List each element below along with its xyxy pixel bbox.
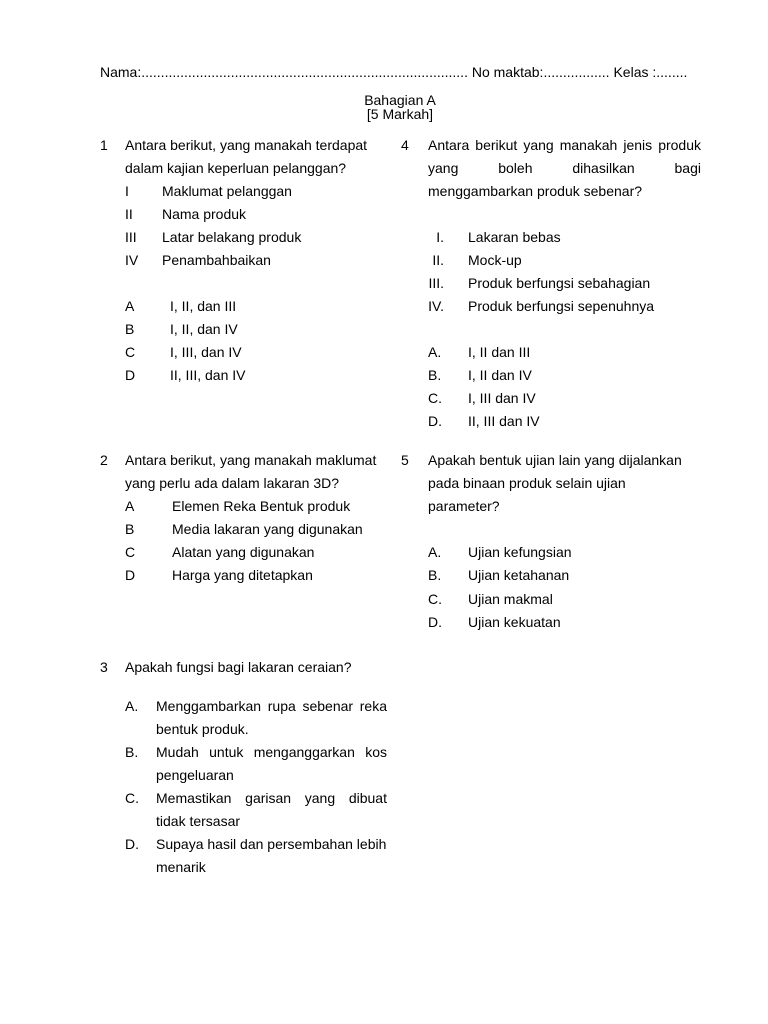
question-text: yang perlu ada dalam lakaran 3D? (125, 475, 340, 491)
option-text[interactable]: Harga yang ditetapkan (172, 567, 313, 583)
question-text: pada binaan produk selain ujian (428, 475, 626, 491)
option-letter[interactable]: A (125, 498, 135, 514)
option-letter[interactable]: B. (428, 367, 442, 383)
option-letter[interactable]: C. (428, 591, 442, 607)
option-letter[interactable]: B (125, 321, 135, 337)
option-letter[interactable]: A. (428, 344, 442, 360)
option-text-cont[interactable]: bentuk produk. (156, 721, 249, 737)
question-text: Antara berikut, yang manakah maklumat (125, 452, 377, 468)
option-text[interactable]: Ujian ketahanan (468, 567, 570, 583)
roman-numeral: III (125, 229, 137, 245)
option-letter[interactable]: B. (125, 744, 139, 760)
question-number: 1 (100, 137, 108, 153)
question-text: yang boleh dihasilkan bagi (428, 160, 701, 176)
roman-numeral: IV. (428, 298, 444, 314)
option-letter[interactable]: B (125, 521, 135, 537)
option-letter[interactable]: D. (428, 614, 442, 630)
option-letter[interactable]: C (125, 344, 136, 360)
option-text-cont[interactable]: pengeluaran (156, 767, 234, 783)
option-letter[interactable]: A (125, 298, 135, 314)
roman-item: Produk berfungsi sebahagian (468, 275, 651, 291)
question-text: parameter? (428, 498, 500, 514)
roman-numeral: II (125, 206, 133, 222)
option-text[interactable]: Alatan yang digunakan (172, 544, 315, 560)
option-text[interactable]: I, II dan IV (468, 367, 532, 383)
roman-item: Mock-up (468, 252, 522, 268)
option-letter[interactable]: C (125, 544, 136, 560)
name-line: Nama:.................................................................................... No maktab:................. Kelas :........ (100, 64, 688, 80)
option-text[interactable]: Mudah untuk menganggarkan kos (156, 744, 387, 760)
option-letter[interactable]: A. (125, 698, 139, 714)
question-text: Antara berikut yang manakah jenis produk (428, 137, 701, 153)
roman-item: Maklumat pelanggan (162, 183, 292, 199)
section-title: Bahagian A (364, 92, 436, 108)
roman-numeral: I. (436, 229, 444, 245)
option-text[interactable]: I, II, dan IV (170, 321, 238, 337)
roman-item: Produk berfungsi sepenuhnya (468, 298, 655, 314)
option-letter[interactable]: A. (428, 544, 442, 560)
question-text: Apakah bentuk ujian lain yang dijalankan (428, 452, 682, 468)
option-text[interactable]: Memastikan garisan yang dibuat (156, 790, 387, 806)
question-number: 4 (401, 137, 409, 153)
option-text[interactable]: I, II, dan III (170, 298, 237, 314)
roman-numeral: I (125, 183, 129, 199)
option-text[interactable]: II, III dan IV (468, 413, 540, 429)
question-text: Apakah fungsi bagi lakaran ceraian? (125, 659, 352, 675)
option-text-cont[interactable]: tidak tersasar (156, 813, 241, 829)
question-number: 2 (100, 452, 108, 468)
section-marks: [5 Markah] (366, 106, 434, 122)
roman-numeral: IV (125, 252, 139, 268)
roman-numeral: III. (428, 275, 444, 291)
option-letter[interactable]: D. (428, 413, 442, 429)
option-letter[interactable]: D (125, 567, 136, 583)
option-text[interactable]: Media lakaran yang digunakan (172, 521, 363, 537)
option-letter[interactable]: B. (428, 567, 442, 583)
option-text[interactable]: Elemen Reka Bentuk produk (172, 498, 351, 514)
option-letter[interactable]: D. (125, 836, 139, 852)
question-text: dalam kajian keperluan pelanggan? (125, 160, 347, 176)
question-text: menggambarkan produk sebenar? (428, 183, 643, 199)
roman-item: Penambahbaikan (162, 252, 271, 268)
option-text[interactable]: I, II dan III (468, 344, 531, 360)
option-letter[interactable]: C. (125, 790, 139, 806)
option-text[interactable]: I, III, dan IV (170, 344, 242, 360)
roman-numeral: II. (432, 252, 444, 268)
question-number: 5 (401, 452, 409, 468)
option-text[interactable]: Ujian makmal (468, 591, 553, 607)
option-letter[interactable]: C. (428, 390, 442, 406)
option-text[interactable]: Ujian kefungsian (468, 544, 572, 560)
option-text[interactable]: Supaya hasil dan persembahan lebih (156, 836, 387, 852)
option-text-cont[interactable]: menarik (156, 859, 206, 875)
roman-item: Nama produk (162, 206, 247, 222)
option-text[interactable]: I, III dan IV (468, 390, 536, 406)
question-text: Antara berikut, yang manakah terdapat (125, 137, 368, 153)
option-text[interactable]: Menggambarkan rupa sebenar reka (156, 698, 387, 714)
option-text[interactable]: Ujian kekuatan (468, 614, 561, 630)
roman-item: Latar belakang produk (162, 229, 302, 245)
question-number: 3 (100, 659, 108, 675)
roman-item: Lakaran bebas (468, 229, 561, 245)
option-text[interactable]: II, III, dan IV (170, 367, 246, 383)
option-letter[interactable]: D (125, 367, 136, 383)
